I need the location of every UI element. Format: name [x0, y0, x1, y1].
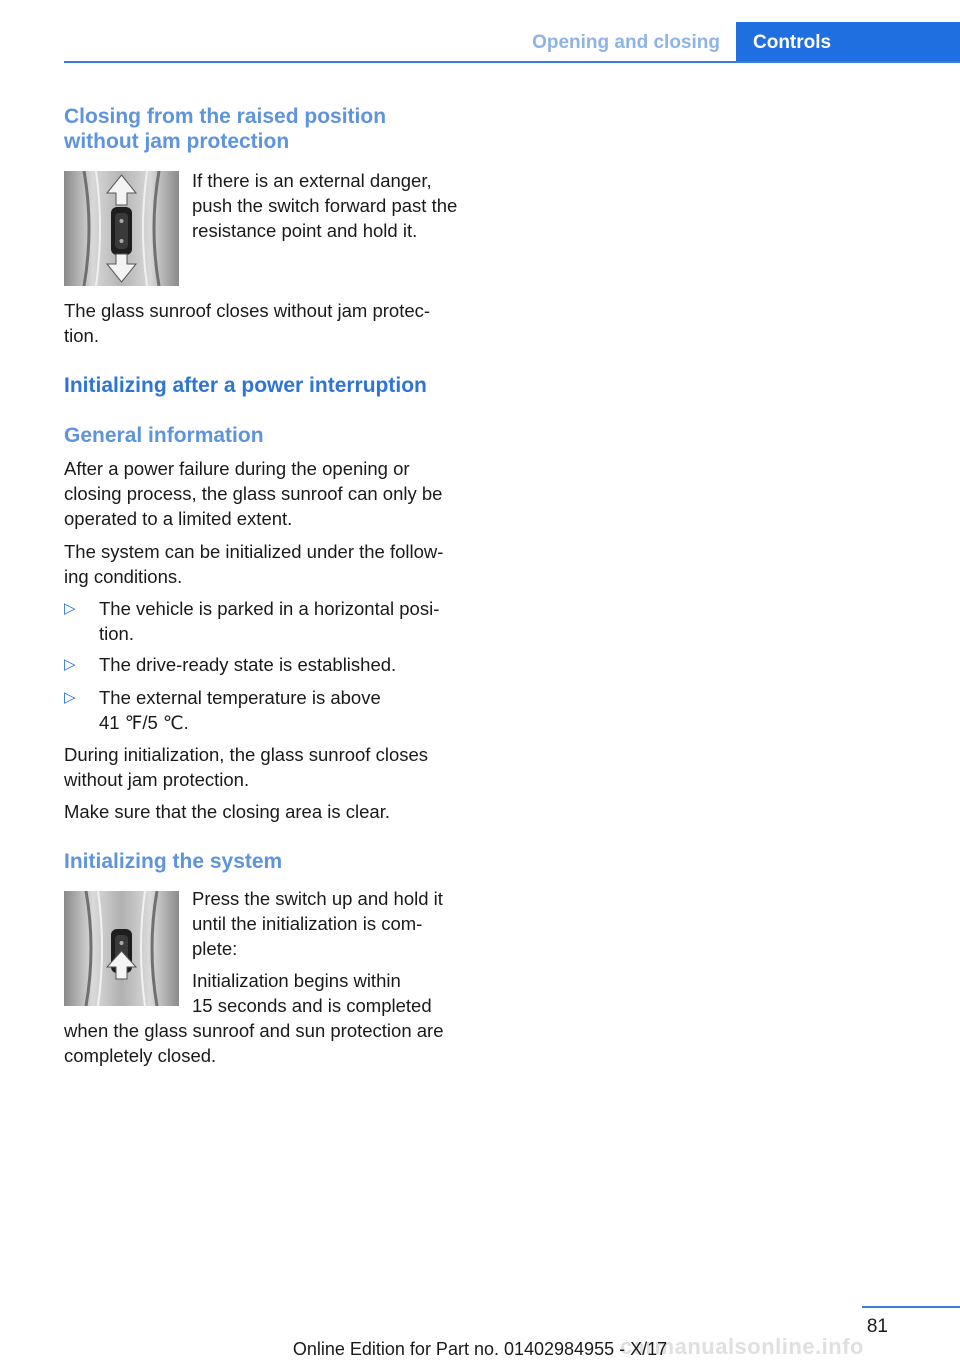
subsection-heading: Initializing the system: [64, 850, 283, 873]
sunroof-switch-up-illustration: [64, 891, 179, 1006]
section-heading: Initializing after a power interruption: [64, 374, 427, 397]
text-line: Press the switch up and hold it: [192, 888, 443, 909]
text-line: completely closed.: [64, 1045, 217, 1066]
text-line: until the initialization is com-: [192, 913, 423, 934]
figure-caption: [192, 886, 492, 961]
text-line: operated to a limited extent.: [64, 508, 293, 529]
text-line: The external temperature is above: [99, 687, 381, 708]
heading-line: without jam protection: [64, 130, 290, 153]
text-line: ing conditions.: [64, 566, 183, 587]
figure-caption: [192, 168, 492, 243]
triangle-bullet-icon: ▷: [64, 656, 76, 673]
text-line: The vehicle is parked in a horizontal posi-: [99, 598, 440, 619]
paragraph: Make sure that the closing area is clear.: [64, 801, 390, 822]
text-line: push the switch forward past the: [192, 195, 458, 216]
text-line: without jam protection.: [64, 769, 250, 790]
text-line: After a power failure during the opening or: [64, 458, 410, 479]
text-line: The drive-ready state is established.: [99, 654, 397, 675]
header-rule: [64, 61, 960, 63]
page-number: 81: [866, 1316, 888, 1337]
text-line: 15 seconds and is completed: [192, 995, 432, 1016]
sunroof-switch-forward-illustration: [64, 171, 179, 286]
running-header-section: Opening and closing: [532, 32, 720, 53]
text-line: tion.: [64, 325, 99, 346]
text-line: tion.: [99, 623, 134, 644]
text-line: plete:: [192, 938, 238, 959]
text-line: 41 ℉/5 ℃.: [99, 712, 189, 733]
paragraph: [64, 456, 484, 531]
text-line: when the glass sunroof and sun protection are: [64, 1020, 444, 1041]
paragraph: [64, 742, 484, 792]
text-line: The glass sunroof closes without jam protec-: [64, 300, 431, 321]
paragraph: [64, 1018, 484, 1068]
text-line: Initialization begins within: [192, 970, 401, 991]
text-line: During initialization, the glass sunroof closes: [64, 744, 429, 765]
watermark: carmanualsonline.info: [620, 1334, 864, 1359]
section-heading: [64, 104, 484, 154]
heading-line: Closing from the raised position: [64, 105, 387, 128]
footer-edition: Online Edition for Part no. 01402984955 - X/17: [292, 1339, 668, 1359]
triangle-bullet-icon: ▷: [64, 600, 76, 617]
paragraph: [64, 539, 484, 589]
running-header-tab: Controls: [736, 22, 960, 62]
subsection-heading: General information: [64, 424, 264, 447]
text-line: resistance point and hold it.: [192, 220, 418, 241]
paragraph: [64, 298, 484, 348]
text-line: closing process, the glass sunroof can only be: [64, 483, 443, 504]
text-line: The system can be initialized under the follow-: [64, 541, 444, 562]
paragraph: [192, 968, 492, 1018]
triangle-bullet-icon: ▷: [64, 689, 76, 706]
text-line: If there is an external danger,: [192, 170, 432, 191]
footer-rule: [862, 1306, 960, 1308]
